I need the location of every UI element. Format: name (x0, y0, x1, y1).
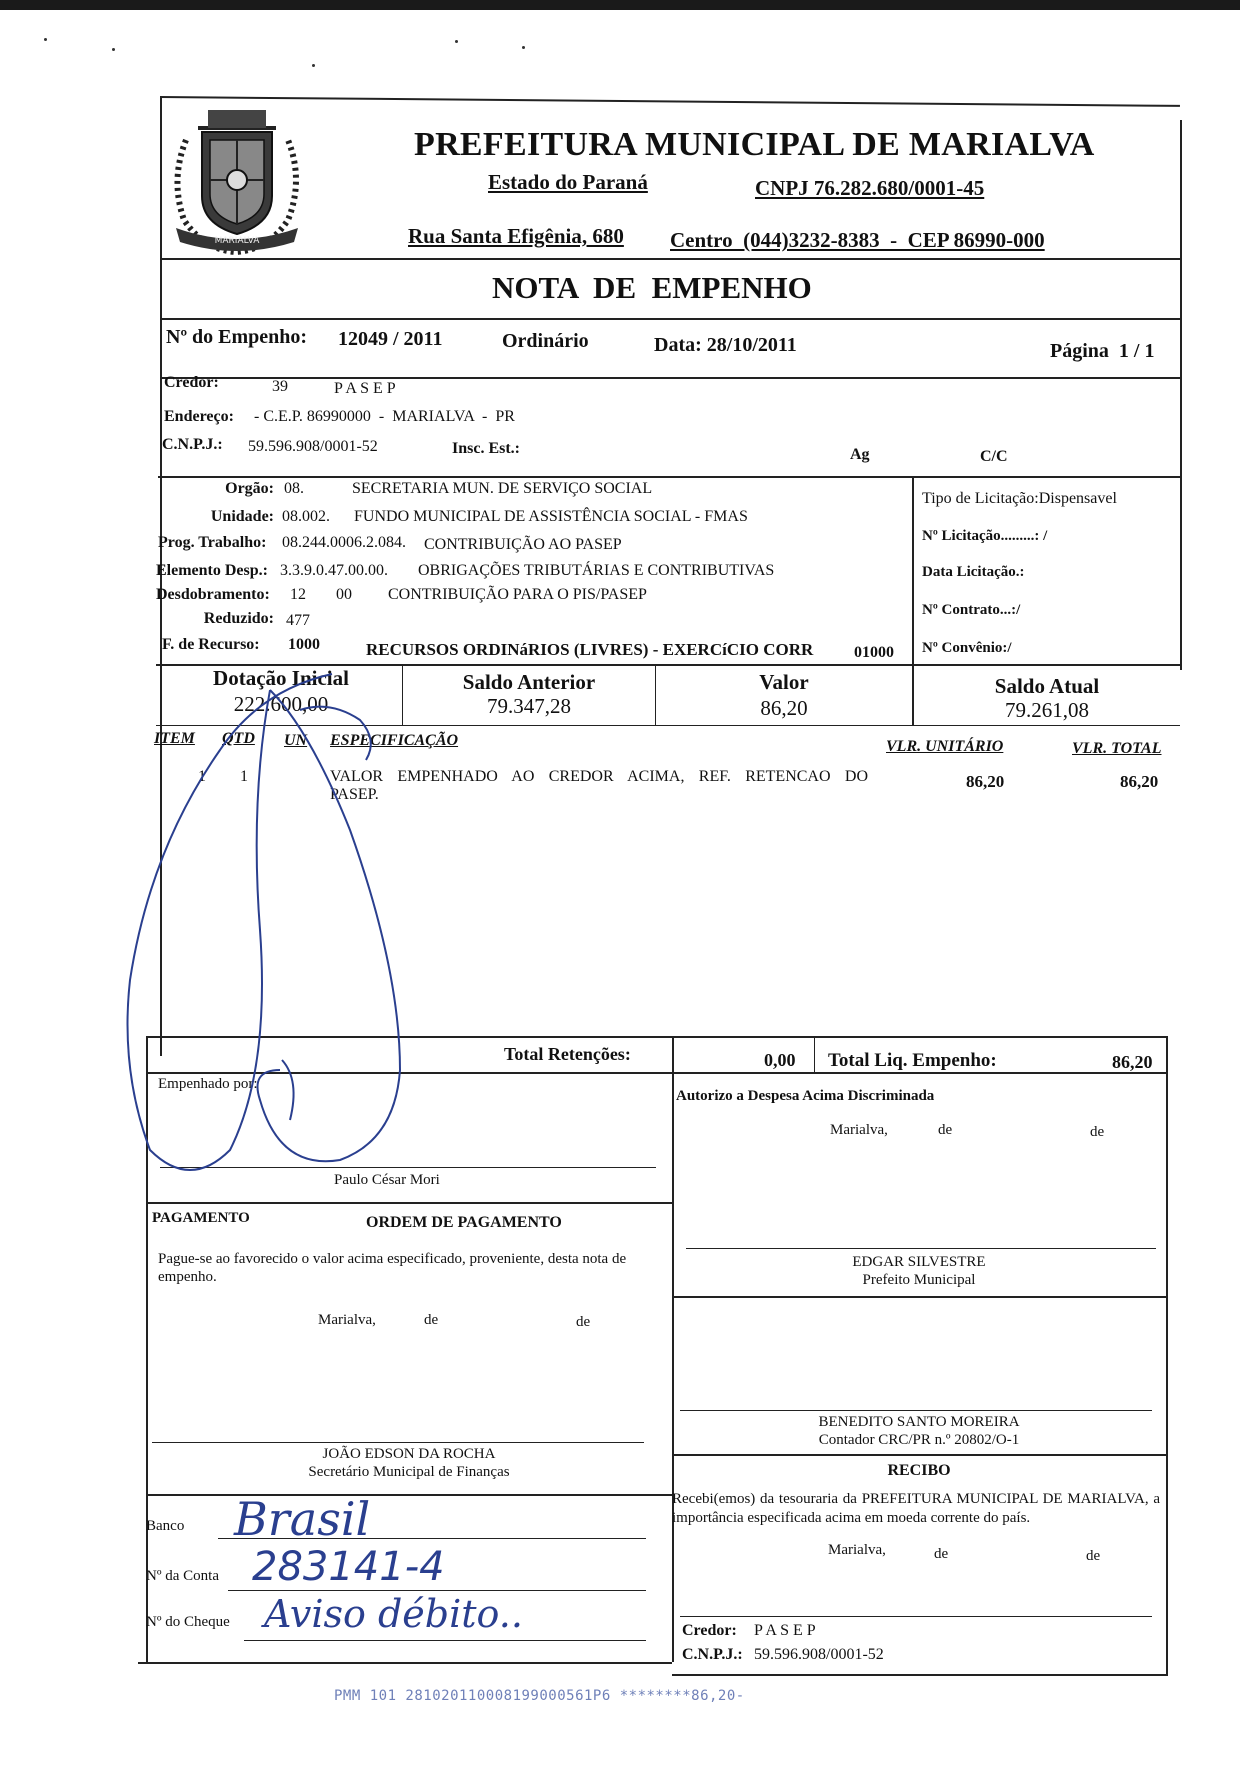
item-total-value: 86,20 (1120, 772, 1159, 791)
col-especificacao: ESPECIFICAÇÃO (330, 732, 459, 749)
banco-handwritten: Brasil (234, 1492, 371, 1546)
recibo-credor-label: Credor: (682, 1622, 737, 1639)
autorizo-date-de2: de (1090, 1124, 1105, 1140)
col-valor-unitario: VLR. UNITÁRIO (886, 738, 1004, 755)
credor-code: 39 (272, 378, 288, 395)
total-retencoes-value: 0,00 (764, 1050, 796, 1070)
municipal-crest-logo (164, 100, 310, 258)
unidade-desc: FUNDO MUNICIPAL DE ASSISTÊNCIA SOCIAL - FMAS (354, 508, 748, 525)
address-contact: Centro (044)3232-8383 - CEP 86990-000 (670, 228, 1045, 252)
recibo-cnpj-value: 59.596.908/0001-52 (754, 1646, 884, 1663)
secretario-role: Secretário Municipal de Finanças (308, 1464, 510, 1480)
endereco-label: Endereço: (164, 408, 234, 425)
page-number: Página 1 / 1 (1050, 340, 1155, 362)
orgao-code: 08. (284, 480, 304, 497)
reduzido-value: 477 (286, 612, 310, 629)
recibo-date-place: Marialva, (828, 1542, 886, 1558)
saldo-atual-label: Saldo Atual (994, 674, 1100, 698)
recibo-date-de2: de (1086, 1548, 1101, 1564)
pagamento-label: PAGAMENTO (152, 1210, 250, 1226)
cheque-handwritten: Aviso débito.. (264, 1592, 523, 1636)
insc-est-label: Insc. Est.: (452, 440, 521, 457)
org-name: PREFEITURA MUNICIPAL DE MARIALVA (414, 126, 1095, 163)
dotacao-label: Dotação Inicial (213, 666, 349, 690)
handwritten-signature (110, 650, 440, 1190)
unidade-label: Unidade: (210, 508, 274, 525)
reduzido-label: Reduzido: (203, 610, 274, 627)
pagamento-date-place: Marialva, (318, 1312, 376, 1328)
tipo-licitacao: Tipo de Licitação:Dispensavel (922, 490, 1117, 507)
scan-speck (44, 38, 47, 41)
conta-label: Nº da Conta (146, 1568, 219, 1584)
col-valor-total: VLR. TOTAL (1072, 740, 1162, 757)
col-un: UN (284, 732, 308, 749)
prog-trabalho-code: 08.244.0006.2.084. (282, 534, 406, 551)
credor-label: Credor: (164, 374, 219, 391)
recibo-text: Recebi(emos) da tesouraria da PREFEITURA MUNICIPAL DE MARIALVA, a importância especificada acima em moeda corrente do país. (672, 1491, 1160, 1526)
contador-role: Contador CRC/PR n.º 20802/O-1 (818, 1432, 1020, 1448)
agencia-label: Ag (850, 446, 870, 463)
secretario-name: JOÃO EDSON DA ROCHA (322, 1446, 496, 1462)
desdobramento-label: Desdobramento: (156, 586, 270, 603)
empenho-number-label: Nº do Empenho: (166, 326, 308, 348)
elemento-code: 3.3.9.0.47.00.00. (280, 562, 388, 579)
prefeito-role: Prefeito Municipal (862, 1272, 976, 1288)
document-title: NOTA DE EMPENHO (492, 270, 812, 305)
scan-speck (312, 64, 315, 67)
conta-handwritten: 283141-4 (252, 1544, 445, 1590)
autorizo-date-place: Marialva, (830, 1122, 888, 1138)
cnpj-label: C.N.P.J.: (162, 436, 223, 453)
credor-name: P A S E P (334, 380, 396, 397)
empenho-date: Data: 28/10/2011 (654, 334, 797, 356)
item-spec-line2: PASEP. (330, 786, 379, 803)
empenho-number: 12049 / 2011 (338, 328, 443, 350)
state-name: Estado do Paraná (488, 170, 648, 194)
recibo-title: RECIBO (887, 1462, 951, 1479)
org-cnpj: CNPJ 76.282.680/0001-45 (755, 176, 985, 200)
fonte-recurso-label: F. de Recurso: (162, 636, 260, 653)
total-liquido-value: 86,20 (1112, 1052, 1153, 1072)
prog-trabalho-label: Prog. Trabalho: (158, 534, 267, 551)
pagamento-date-de2: de (576, 1314, 591, 1330)
elemento-label: Elemento Desp.: (156, 562, 268, 579)
orgao-desc: SECRETARIA MUN. DE SERVIÇO SOCIAL (352, 480, 653, 497)
footer-code: PMM 101 281020110008199000561P6 ********86,20- (334, 1688, 745, 1704)
ordem-pagamento-text: Pague-se ao favorecido o valor acima especificado, proveniente, desta nota de empenho. (158, 1251, 627, 1285)
fonte-recurso-code: 1000 (288, 636, 320, 653)
item-unit-value: 86,20 (966, 772, 1005, 791)
empenho-type: Ordinário (502, 330, 589, 352)
numero-licitacao: Nº Licitação.........: / (922, 528, 1048, 544)
svg-text:MARIALVA: MARIALVA (214, 236, 260, 246)
desdobramento-desc: CONTRIBUIÇÃO PARA O PIS/PASEP (388, 586, 647, 603)
credor-cnpj: 59.596.908/0001-52 (248, 438, 378, 455)
item-number: 1 (198, 768, 206, 785)
orgao-label: Orgão: (225, 480, 274, 497)
scan-border (0, 0, 1240, 10)
unidade-code: 08.002. (282, 508, 330, 525)
endereco-value: - C.E.P. 86990000 - MARIALVA - PR (254, 408, 515, 425)
recibo-cnpj-label: C.N.P.J.: (682, 1646, 743, 1663)
scan-speck (112, 48, 115, 51)
col-item: ITEM (154, 730, 195, 747)
recibo-credor-value: P A S E P (754, 1622, 816, 1639)
scan-speck (522, 46, 525, 49)
item-spec-line1: VALOR EMPENHADO AO CREDOR ACIMA, REF. RETENCAO DO (330, 768, 868, 785)
valor-value: 86,20 (760, 696, 808, 720)
dotacao-value: 222.600,00 (233, 692, 329, 716)
valor-label: Valor (759, 670, 809, 694)
total-liquido-label: Total Liq. Empenho: (828, 1050, 997, 1071)
address-street: Rua Santa Efigênia, 680 (408, 224, 624, 248)
empenhado-por-name: Paulo César Mori (334, 1172, 440, 1188)
cheque-label: Nº do Cheque (146, 1614, 230, 1630)
empenhado-por-label: Empenhado por: (158, 1076, 258, 1092)
ordem-pagamento-label: ORDEM DE PAGAMENTO (366, 1214, 562, 1231)
elemento-desc: OBRIGAÇÕES TRIBUTÁRIAS E CONTRIBUTIVAS (418, 562, 775, 579)
numero-contrato: Nº Contrato...:/ (922, 602, 1021, 618)
autorizo-despesa: Autorizo a Despesa Acima Discriminada (676, 1088, 935, 1104)
total-retencoes-label: Total Retenções: (504, 1044, 631, 1064)
autorizo-date-de1: de (938, 1122, 953, 1138)
data-licitacao: Data Licitação.: (922, 564, 1025, 580)
saldo-atual-value: 79.261,08 (1005, 698, 1089, 722)
banco-label: Banco (146, 1518, 185, 1534)
conta-corrente-label: C/C (980, 448, 1008, 465)
pagamento-date-de1: de (424, 1312, 439, 1328)
saldo-anterior-label: Saldo Anterior (462, 670, 596, 694)
numero-convenio: Nº Convênio:/ (922, 640, 1012, 656)
desdobramento-code1: 12 (290, 586, 306, 603)
col-qtd: QTD (222, 730, 255, 747)
fonte-recurso-number: 01000 (854, 644, 894, 661)
contador-name: BENEDITO SANTO MOREIRA (818, 1414, 1020, 1430)
recibo-date-de1: de (934, 1546, 949, 1562)
prog-trabalho-desc: CONTRIBUIÇÃO AO PASEP (424, 536, 622, 553)
saldo-anterior-value: 79.347,28 (487, 694, 571, 718)
item-qtd: 1 (240, 768, 248, 785)
prefeito-name: EDGAR SILVESTRE (852, 1254, 986, 1270)
desdobramento-code2: 00 (336, 586, 352, 603)
fonte-recurso-desc: RECURSOS ORDINáRIOS (LIVRES) - EXERCíCIO CORR (366, 640, 814, 659)
scan-speck (455, 40, 458, 43)
